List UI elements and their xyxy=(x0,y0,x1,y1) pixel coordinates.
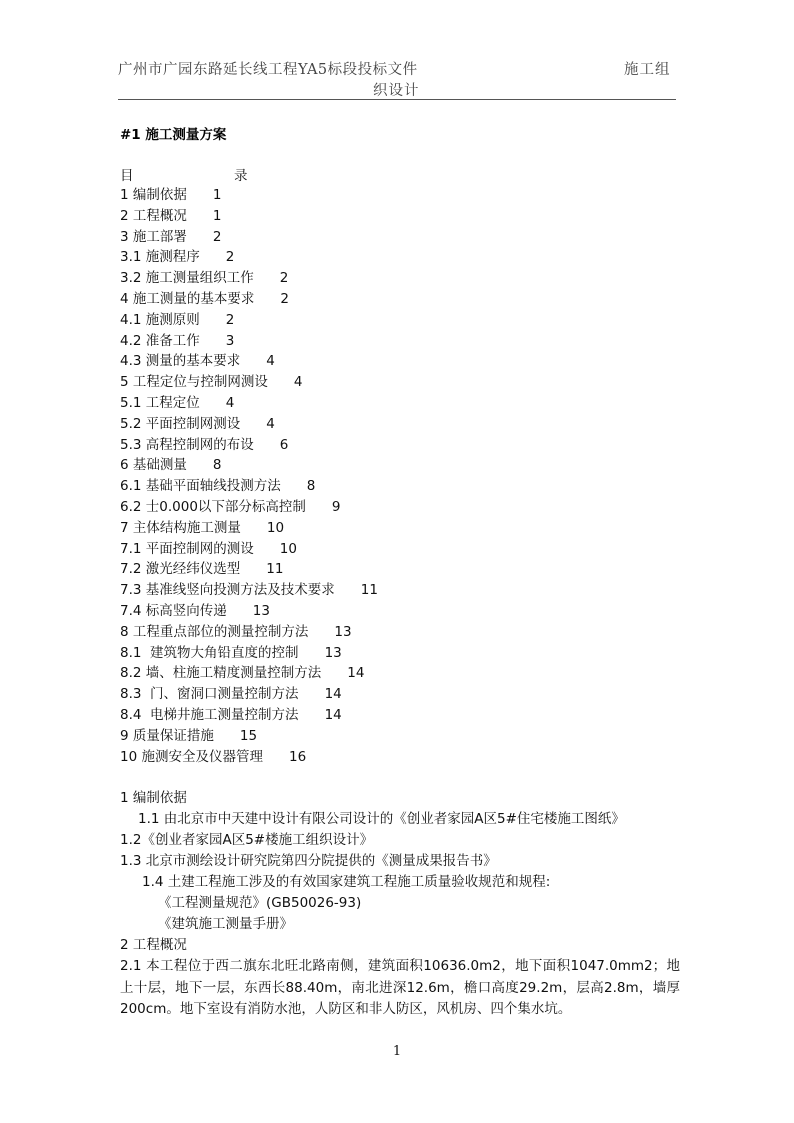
reference-item: 1.2《创业者家园A区5#楼施工组织设计》 xyxy=(120,832,374,848)
toc-entry xyxy=(120,747,680,768)
toc-entry xyxy=(120,289,680,310)
toc-entry-label: 10 施测安全及仪器管理 xyxy=(120,748,263,765)
toc-entry-label: 7.1 平面控制网的测设 xyxy=(120,540,254,557)
toc-entry-page: 4 xyxy=(293,374,303,391)
toc-entry xyxy=(120,455,680,476)
toc-entry xyxy=(120,559,680,580)
header-divider xyxy=(118,99,676,100)
toc-entry-page: 1 xyxy=(212,207,222,224)
reference-item: 1.1 由北京市中天建中设计有限公司设计的《创业者家园A区5#住宅楼施工图纸》 xyxy=(138,811,625,827)
toc-entry-label: 8 工程重点部位的测量控制方法 xyxy=(120,623,309,640)
section-heading: 2 工程概况 xyxy=(120,937,187,953)
toc-entry-label: 9 质量保证措施 xyxy=(120,727,214,744)
toc-entry xyxy=(120,622,680,643)
toc-entry xyxy=(120,497,680,518)
page-number: 1 xyxy=(392,1044,402,1059)
toc-heading-char-1: 目 xyxy=(120,168,134,184)
toc-entry-page: 9 xyxy=(331,498,341,515)
toc-entry xyxy=(120,663,680,684)
toc-entry xyxy=(120,372,680,393)
toc-entry-page: 4 xyxy=(266,415,275,432)
toc-entry-page: 14 xyxy=(324,706,342,723)
toc-entry-label: 7.4 标高竖向传递 xyxy=(120,602,227,619)
toc-entry-label: 6.1 基础平面轴线投测方法 xyxy=(120,478,281,495)
toc-heading-char-2: 录 xyxy=(234,168,248,184)
toc-entry-page: 2 xyxy=(280,290,289,307)
document-title: #1 施工测量方案 xyxy=(120,127,227,143)
toc-entry-page: 6 xyxy=(279,436,289,453)
toc-entry-page: 13 xyxy=(324,644,342,661)
toc-entry-page: 2 xyxy=(212,228,222,245)
toc-entry-label: 4 施工测量的基本要求 xyxy=(120,290,255,307)
toc-entry-label: 7 主体结构施工测量 xyxy=(120,519,241,536)
toc-entry-page: 15 xyxy=(239,727,258,744)
toc-entry-page: 11 xyxy=(360,582,378,599)
toc-entry xyxy=(120,726,680,747)
toc-entry xyxy=(120,310,680,331)
toc-entry-label: 8.3 门、窗洞口测量控制方法 xyxy=(120,686,299,703)
toc-entry-label: 1 编制依据 xyxy=(120,187,187,203)
toc-entry xyxy=(120,206,680,227)
toc-entry-page: 2 xyxy=(225,311,235,328)
project-overview-paragraph: 2.1 本工程位于西二旗东北旺北路南侧，建筑面积10636.0m2，地下面积1047.0mm2；地上十层，地下一层，东西长88.40m，南北进深12.6m，檐口高度29.2m，层高2.8m，墙厚200cm。地下室设有消防水池，人防区和非人防区，风机房、四个集水坑。 xyxy=(120,958,680,1017)
toc-entry-page: 10 xyxy=(266,519,285,536)
toc-entry xyxy=(120,435,680,456)
toc-entry xyxy=(120,476,680,497)
toc-entry-label: 5.2 平面控制网测设 xyxy=(120,415,241,432)
toc-entry xyxy=(120,414,680,435)
toc-entry-label: 7.3 基准线竖向投测方法及技术要求 xyxy=(120,582,335,599)
toc-entry-page: 3 xyxy=(225,332,235,349)
toc-entry-page: 13 xyxy=(334,623,352,640)
toc-entry xyxy=(120,331,680,352)
toc-entry xyxy=(120,247,680,268)
toc-entry-label: 8.1 建筑物大角铅直度的控制 xyxy=(120,644,299,661)
toc-entry-page: 16 xyxy=(288,748,307,765)
toc-entry-label: 3.1 施测程序 xyxy=(120,249,200,266)
toc-entry xyxy=(120,705,680,726)
header-section-label-continuation: 织设计 xyxy=(373,83,420,99)
toc-entry-page: 14 xyxy=(324,686,342,703)
standard-reference: 《工程测量规范》(GB50026-93) xyxy=(158,895,362,911)
table-of-contents xyxy=(120,185,680,767)
toc-entry-label: 8.2 墙、柱施工精度测量控制方法 xyxy=(120,665,322,682)
toc-entry xyxy=(120,580,680,601)
toc-entry-page: 4 xyxy=(266,353,275,370)
toc-entry xyxy=(120,351,680,372)
toc-entry xyxy=(120,227,680,248)
toc-entry-page: 2 xyxy=(279,270,289,287)
toc-entry-label: 5 工程定位与控制网测设 xyxy=(120,374,268,391)
toc-entry-page: 10 xyxy=(279,540,297,557)
toc-entry xyxy=(120,518,680,539)
toc-entry-label: 3 施工部署 xyxy=(120,228,187,245)
toc-entry-label: 5.1 工程定位 xyxy=(120,394,200,411)
toc-entry-label: 3.2 施工测量组织工作 xyxy=(120,270,254,287)
toc-entry-label: 4.1 施测原则 xyxy=(120,311,200,328)
toc-entry-label: 7.2 激光经纬仪选型 xyxy=(120,561,241,578)
toc-entry-page: 11 xyxy=(266,561,284,578)
toc-entry-label: 5.3 高程控制网的布设 xyxy=(120,436,254,453)
toc-entry-label: 4.2 准备工作 xyxy=(120,332,200,349)
toc-entry-page: 1 xyxy=(212,187,222,203)
toc-entry-page: 4 xyxy=(225,394,235,411)
toc-entry xyxy=(120,643,680,664)
section-heading: 1 编制依据 xyxy=(120,790,187,806)
toc-entry xyxy=(120,393,680,414)
toc-entry-page: 14 xyxy=(347,665,365,682)
toc-entry-label: 2 工程概况 xyxy=(120,207,187,224)
toc-entry xyxy=(120,601,680,622)
toc-entry-label: 6 基础测量 xyxy=(120,457,187,474)
toc-entry-page: 8 xyxy=(212,457,222,474)
toc-entry xyxy=(120,684,680,705)
toc-entry xyxy=(120,185,680,206)
toc-entry-page: 2 xyxy=(225,249,235,266)
reference-item: 1.3 北京市测绘设计研究院第四分院提供的《测量成果报告书》 xyxy=(120,853,497,869)
toc-entry xyxy=(120,539,680,560)
reference-item: 1.4 土建工程施工涉及的有效国家建筑工程施工质量验收规范和规程: xyxy=(142,874,551,890)
standard-reference: 《建筑施工测量手册》 xyxy=(158,916,293,932)
toc-entry xyxy=(120,268,680,289)
toc-entry-label: 8.4 电梯井施工测量控制方法 xyxy=(120,706,299,723)
header-section-label: 施工组 xyxy=(624,62,671,78)
toc-entry-page: 13 xyxy=(252,602,270,619)
header-document-title: 广州市广园东路延长线工程YA5标段投标文件 xyxy=(118,62,418,78)
toc-entry-label: 6.2 士0.000以下部分标高控制 xyxy=(120,498,306,515)
document-body xyxy=(120,788,680,1021)
toc-entry-page: 8 xyxy=(306,478,316,495)
toc-entry-label: 4.3 测量的基本要求 xyxy=(120,353,241,370)
